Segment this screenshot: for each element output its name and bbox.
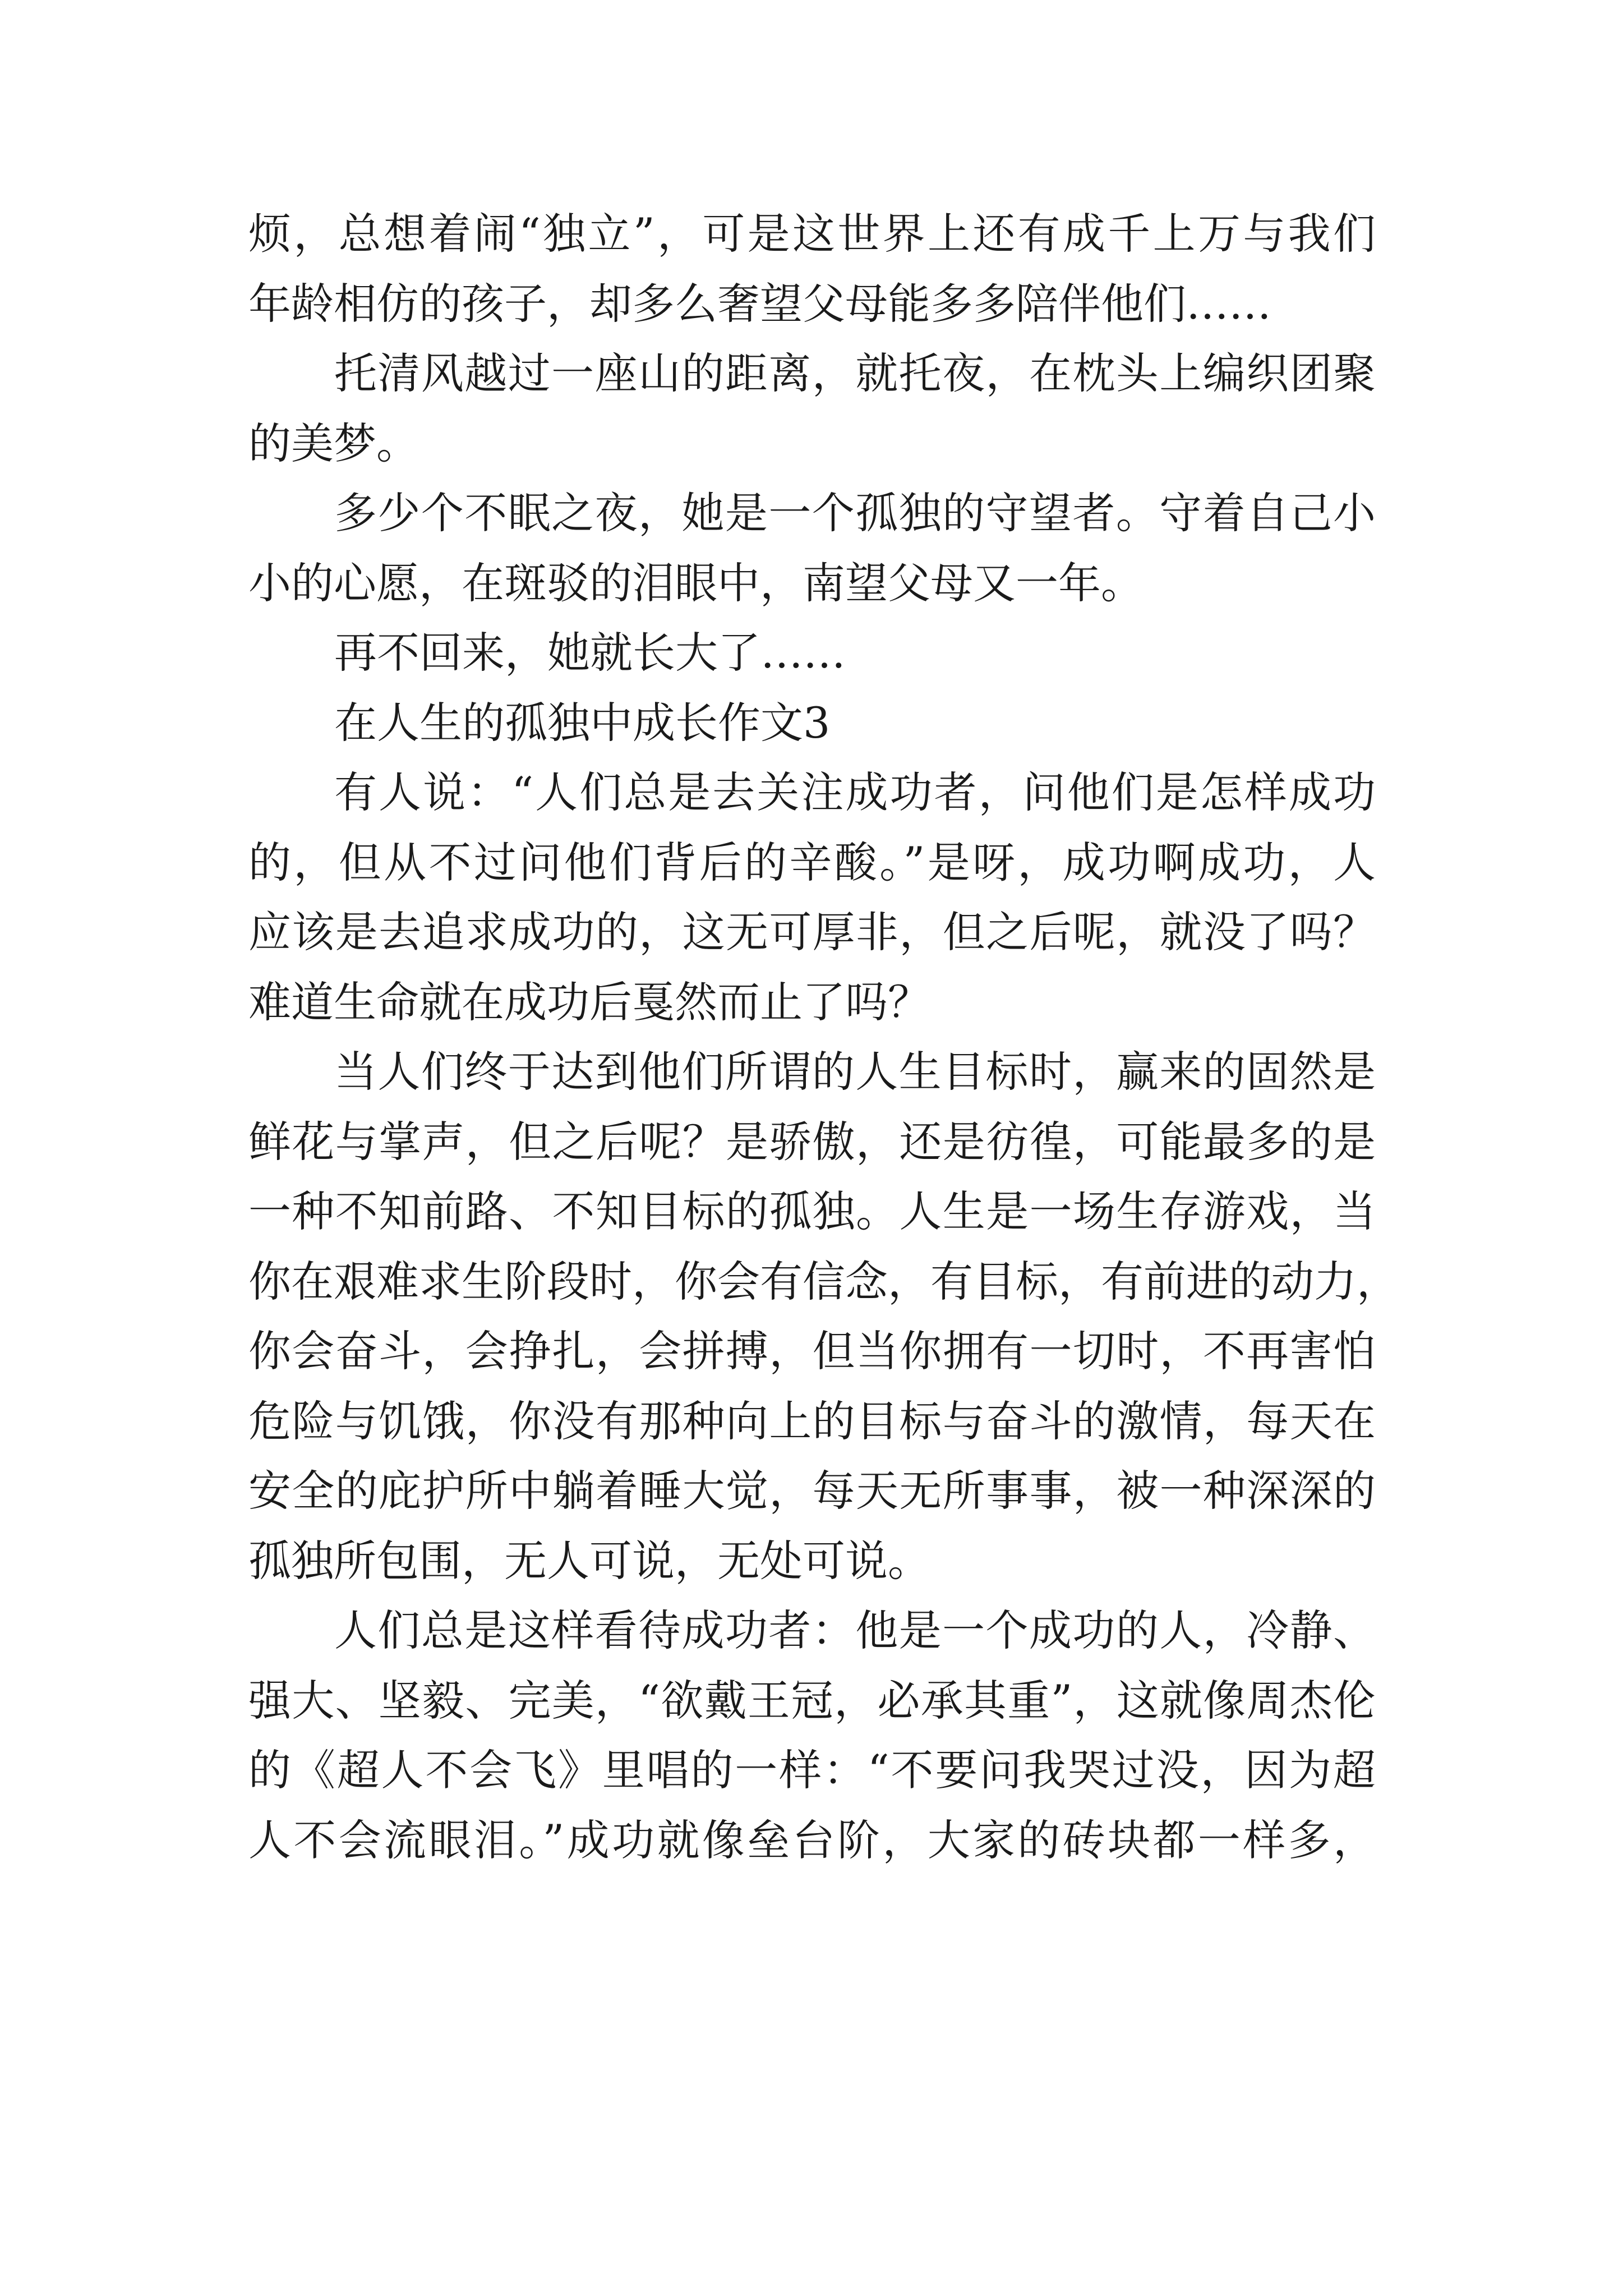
paragraph bbox=[248, 1596, 1376, 1875]
text-line: 应该是去追求成功的，这无可厚非，但之后呢，就没了吗？ bbox=[248, 907, 1376, 957]
text-line: 你在艰难求生阶段时，你会有信念，有目标，有前进的动力， bbox=[248, 1256, 1399, 1306]
text-line: 多少个不眠之夜，她是一个孤独的守望者。守着自己小 bbox=[334, 488, 1376, 538]
text-line: 孤独所包围，无人可说，无处可说。 bbox=[248, 1535, 930, 1586]
text-line: 的美梦。 bbox=[248, 418, 419, 468]
section-heading bbox=[248, 688, 1376, 758]
text-line: 危险与饥饿，你没有那种向上的目标与奋斗的激情，每天在 bbox=[248, 1396, 1376, 1446]
paragraph bbox=[248, 339, 1376, 478]
text-line: 强大、坚毅、完美，“欲戴王冠，必承其重”，这就像周杰伦 bbox=[248, 1675, 1376, 1726]
heading-text: 在人生的孤独中成长作文3 bbox=[334, 697, 831, 748]
paragraph bbox=[248, 478, 1376, 618]
text-line: 安全的庇护所中躺着睡大觉，每天无所事事，被一种深深的 bbox=[248, 1466, 1376, 1516]
paragraph bbox=[248, 618, 1376, 688]
text-line: 当人们终于达到他们所谓的人生目标时，赢来的固然是 bbox=[334, 1047, 1376, 1097]
paragraph bbox=[248, 199, 1376, 339]
paragraph bbox=[248, 1037, 1399, 1596]
text-line: 烦，总想着闹“独立”，可是这世界上还有成千上万与我们 bbox=[248, 209, 1376, 259]
text-line: 一种不知前路、不知目标的孤独。人生是一场生存游戏，当 bbox=[248, 1186, 1376, 1236]
text-line: 年龄相仿的孩子，却多么奢望父母能多多陪伴他们…… bbox=[248, 278, 1271, 329]
paragraph bbox=[248, 758, 1376, 1037]
text-line: 你会奋斗，会挣扎，会拼搏，但当你拥有一切时，不再害怕 bbox=[248, 1326, 1376, 1376]
text-line: 难道生命就在成功后戛然而止了吗？ bbox=[248, 977, 930, 1027]
text-line: 托清风越过一座山的距离，就托夜，在枕头上编织团聚 bbox=[334, 348, 1376, 398]
document-body bbox=[248, 199, 1399, 1875]
text-line: 再不回来，她就长大了…… bbox=[334, 628, 846, 678]
text-line: 人们总是这样看待成功者：他是一个成功的人，冷静、 bbox=[334, 1605, 1376, 1655]
text-line: 人不会流眼泪。”成功就像垒台阶，大家的砖块都一样多， bbox=[248, 1815, 1376, 1865]
text-line: 有人说：“人们总是去关注成功者，问他们是怎样成功 bbox=[334, 767, 1376, 817]
text-line: 鲜花与掌声，但之后呢？是骄傲，还是彷徨，可能最多的是 bbox=[248, 1116, 1376, 1167]
text-line: 的，但从不过问他们背后的辛酸。”是呀，成功啊成功，人 bbox=[248, 837, 1376, 887]
text-line: 的《超人不会飞》里唱的一样：“不要问我哭过没，因为超 bbox=[248, 1745, 1376, 1795]
text-line: 小的心愿，在斑驳的泪眼中，南望父母又一年。 bbox=[248, 558, 1144, 608]
